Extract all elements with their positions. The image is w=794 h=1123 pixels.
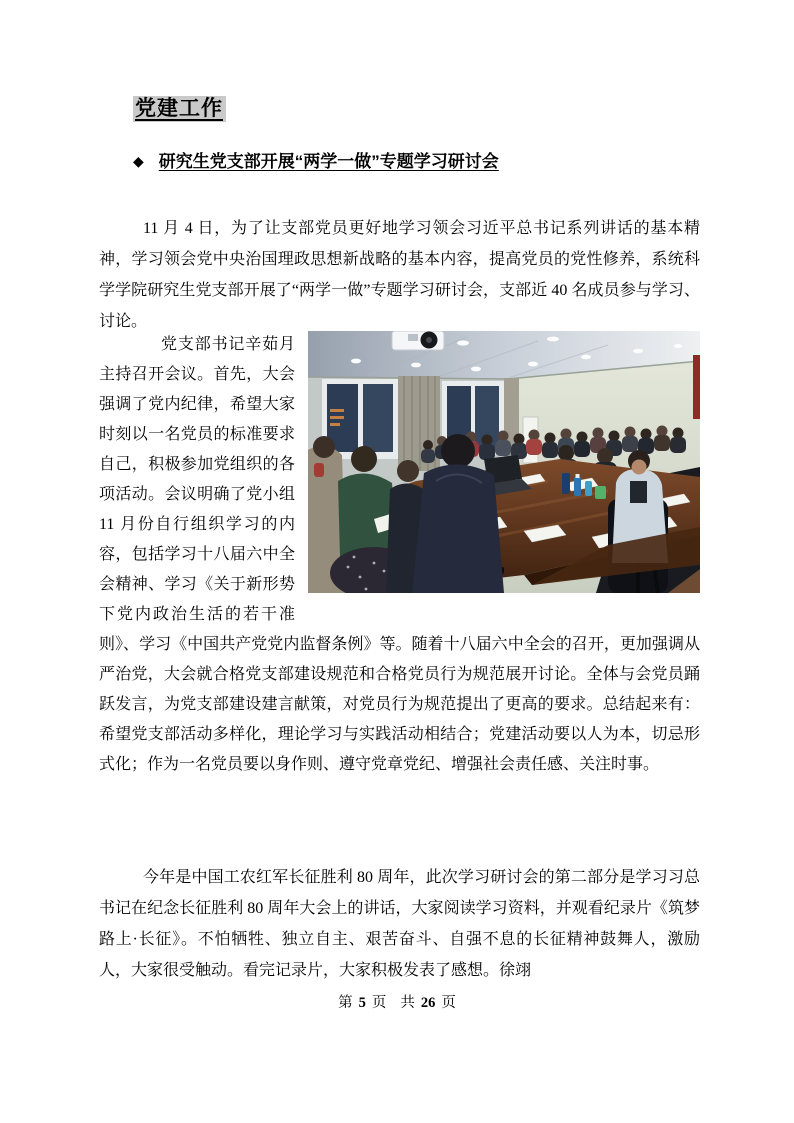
paragraph-text: 党支部书记辛茹月主持召开会议。首先，大会强调了党内纪律，希望大家时刻以一名党员的标准要求自己，积极参加党组织的各项活动。会议明确了党小组 11 月份自行组织学习的内容，包括学习十八届六中全会精神、学习《关于新形势下党内政治生活的若干准则》、学习《中国共产党党内监督条例》等。随着十八届六中全会的召开，更加强调从严治党，大会就合格党支部建设规范和合格党员行为规范展开讨论。全体与会党员踊跃发言，为党支部建设建言献策，对党员行为规范提出了更高的要求。总结起来有：希望党支部活动多样化，理论学习与实践活动相结合；党建活动要以人为本，切忌形式化；作为一名党员要以身作则、遵守党章党纪、增强社会责任感、关注时事。 (99, 336, 700, 773)
meeting-photo-illustration (308, 331, 700, 593)
paragraph-changzheng: 今年是中国工农红军长征胜利 80 周年，此次学习研讨会的第二部分是学习习总书记在纪念长征胜利 80 周年大会上的讲话，大家阅读学习资料，并观看纪录片《筑梦路上·长征》。不怕牺牲、独立自主、艰苦奋斗、自强不息的长征精神鼓舞人，激励人，大家很受触动。看完记录片，大家积极发表了感想。徐翊 (99, 869, 700, 979)
paragraph-meeting-details (99, 330, 700, 780)
section-heading-text: 党建工作 (133, 96, 226, 122)
footer-prefix: 第 (338, 995, 353, 1011)
article-title-text: 研究生党支部开展“两学一做”专题学习研讨会 (158, 152, 499, 171)
diamond-bullet-icon: ◆ (133, 153, 144, 169)
paragraph-intro: 11 月 4 日，为了让支部党员更好地学习领会习近平总书记系列讲话的基本精神，学习领会党中央治国理政思想新战略的基本内容，提高党员的党性修养，系统科学学院研究生党支部开展了“两学一做”专题学习研讨会，支部近 40 名成员参与学习、讨论。 (99, 220, 700, 330)
footer-total-suffix: 页 (441, 995, 456, 1011)
footer-page-number: 5 (358, 995, 366, 1011)
section-heading (133, 94, 226, 124)
article-title (133, 149, 693, 174)
meeting-photo (308, 331, 700, 593)
footer-total-pages: 26 (420, 995, 436, 1011)
footer-total-label: 共 (400, 995, 415, 1011)
footer-page-label: 页 (371, 995, 387, 1011)
page-footer (0, 993, 794, 1013)
projector (392, 331, 444, 350)
